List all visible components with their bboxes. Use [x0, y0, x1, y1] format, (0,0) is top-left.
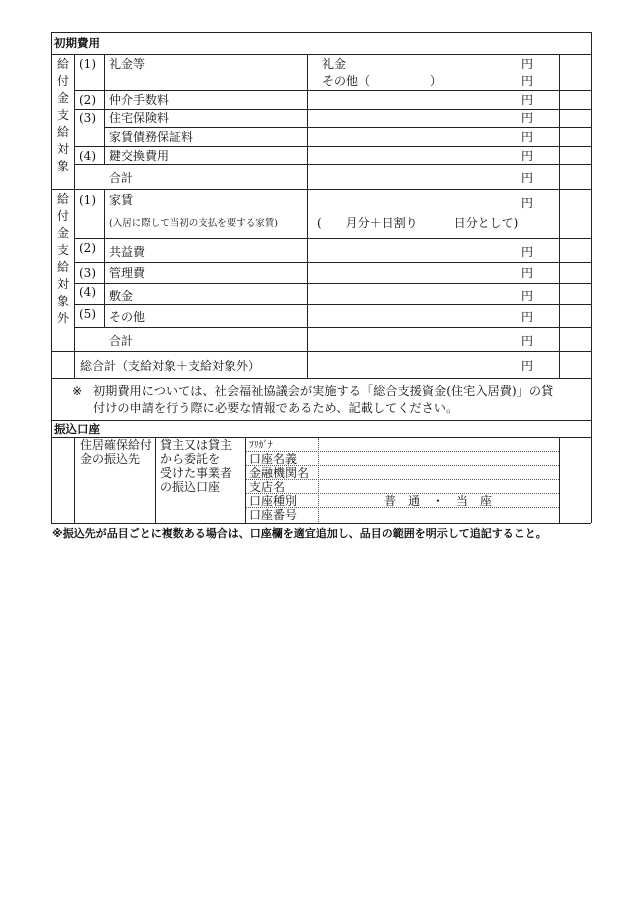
rent-calc-note: ( 月分＋日割り 日分として): [317, 216, 519, 230]
note-line-2: 付けの申請を行う際に必要な情報であるため、記載してください。: [93, 401, 459, 415]
row-item: 仲介手数料: [109, 93, 170, 107]
row-number: (4): [79, 285, 96, 299]
yen-unit: 円: [521, 359, 534, 373]
yen-unit: 円: [521, 130, 534, 144]
row-item: 家賃債務保証料: [109, 130, 194, 144]
field-label-bank-name: 金融機関名: [249, 466, 310, 480]
row-number: (3): [79, 266, 96, 280]
row-number: (5): [79, 307, 96, 321]
row-item: 家賃: [109, 193, 134, 207]
transfer-col2-line: から委託を: [160, 452, 221, 466]
section-title-transfer: 振込口座: [54, 422, 100, 436]
yen-unit: 円: [521, 57, 534, 71]
row-item: 共益費: [109, 245, 146, 259]
row-number: (4): [79, 149, 96, 163]
row-item: 鍵交換費用: [109, 149, 170, 163]
row-number: (2): [79, 241, 96, 255]
yen-unit: 円: [521, 245, 534, 259]
row-number: (1): [79, 57, 96, 71]
group-label-non-target: 給付金支給対象外: [56, 192, 69, 325]
section-title-initial: 初期費用: [54, 36, 100, 50]
yen-unit: 円: [521, 93, 534, 107]
row-number: (1): [79, 193, 96, 207]
note-mark: ※: [72, 384, 83, 398]
field-label-account-number: 口座番号: [249, 508, 298, 522]
note-line-1: 初期費用については、社会福祉協議会が実施する「総合支援資金(住宅入居費)」の貸: [93, 384, 554, 398]
transfer-col1-line: 住居確保給付: [80, 438, 153, 452]
transfer-col2-line: 貸主又は貸主: [160, 438, 233, 452]
row-number: (2): [79, 93, 96, 107]
row-item: その他: [109, 310, 146, 324]
yen-unit: 円: [521, 149, 534, 163]
row-item-note: (入居に際して当初の支払を要する家賃): [109, 218, 278, 229]
yen-unit: 円: [521, 310, 534, 324]
row-item: 管理費: [109, 266, 146, 280]
field-label-branch: 支店名: [249, 480, 286, 494]
transfer-col2-line: 受けた事業者: [160, 466, 233, 480]
group-label-target: 給付金支給対象: [56, 57, 69, 173]
yen-unit: 円: [521, 266, 534, 280]
grand-total-label: 総合計（支給対象＋支給対象外）: [80, 359, 261, 373]
yen-unit: 円: [521, 111, 534, 125]
field-label-account-holder: 口座名義: [249, 452, 298, 466]
yen-unit: 円: [521, 171, 534, 185]
yen-unit: 円: [521, 74, 534, 88]
footnote: ※振込先が品目ごとに複数ある場合は、口座欄を適宜追加し、品目の範囲を明示して追記すること。: [52, 527, 547, 540]
field-label-furigana: ﾌﾘｶﾞﾅ: [249, 440, 273, 451]
field-label-account-type: 口座種別: [249, 494, 298, 508]
row-number: (3): [79, 111, 96, 125]
yen-unit: 円: [521, 334, 534, 348]
subtotal-label: 合計: [109, 334, 134, 348]
row-item: 住宅保険料: [109, 111, 170, 125]
account-type-options: 普 通 ・ 当 座: [384, 494, 493, 508]
subtotal-label: 合計: [109, 171, 134, 185]
row-sub-item: その他（ ）: [322, 74, 443, 88]
transfer-col2-line: の振込口座: [160, 480, 221, 494]
transfer-col1-line: 金の振込先: [80, 452, 141, 466]
row-item: 礼金等: [109, 57, 146, 71]
row-sub-item: 礼金: [322, 57, 347, 71]
yen-unit: 円: [521, 289, 534, 303]
yen-unit: 円: [521, 196, 534, 210]
row-item: 敷金: [109, 289, 134, 303]
